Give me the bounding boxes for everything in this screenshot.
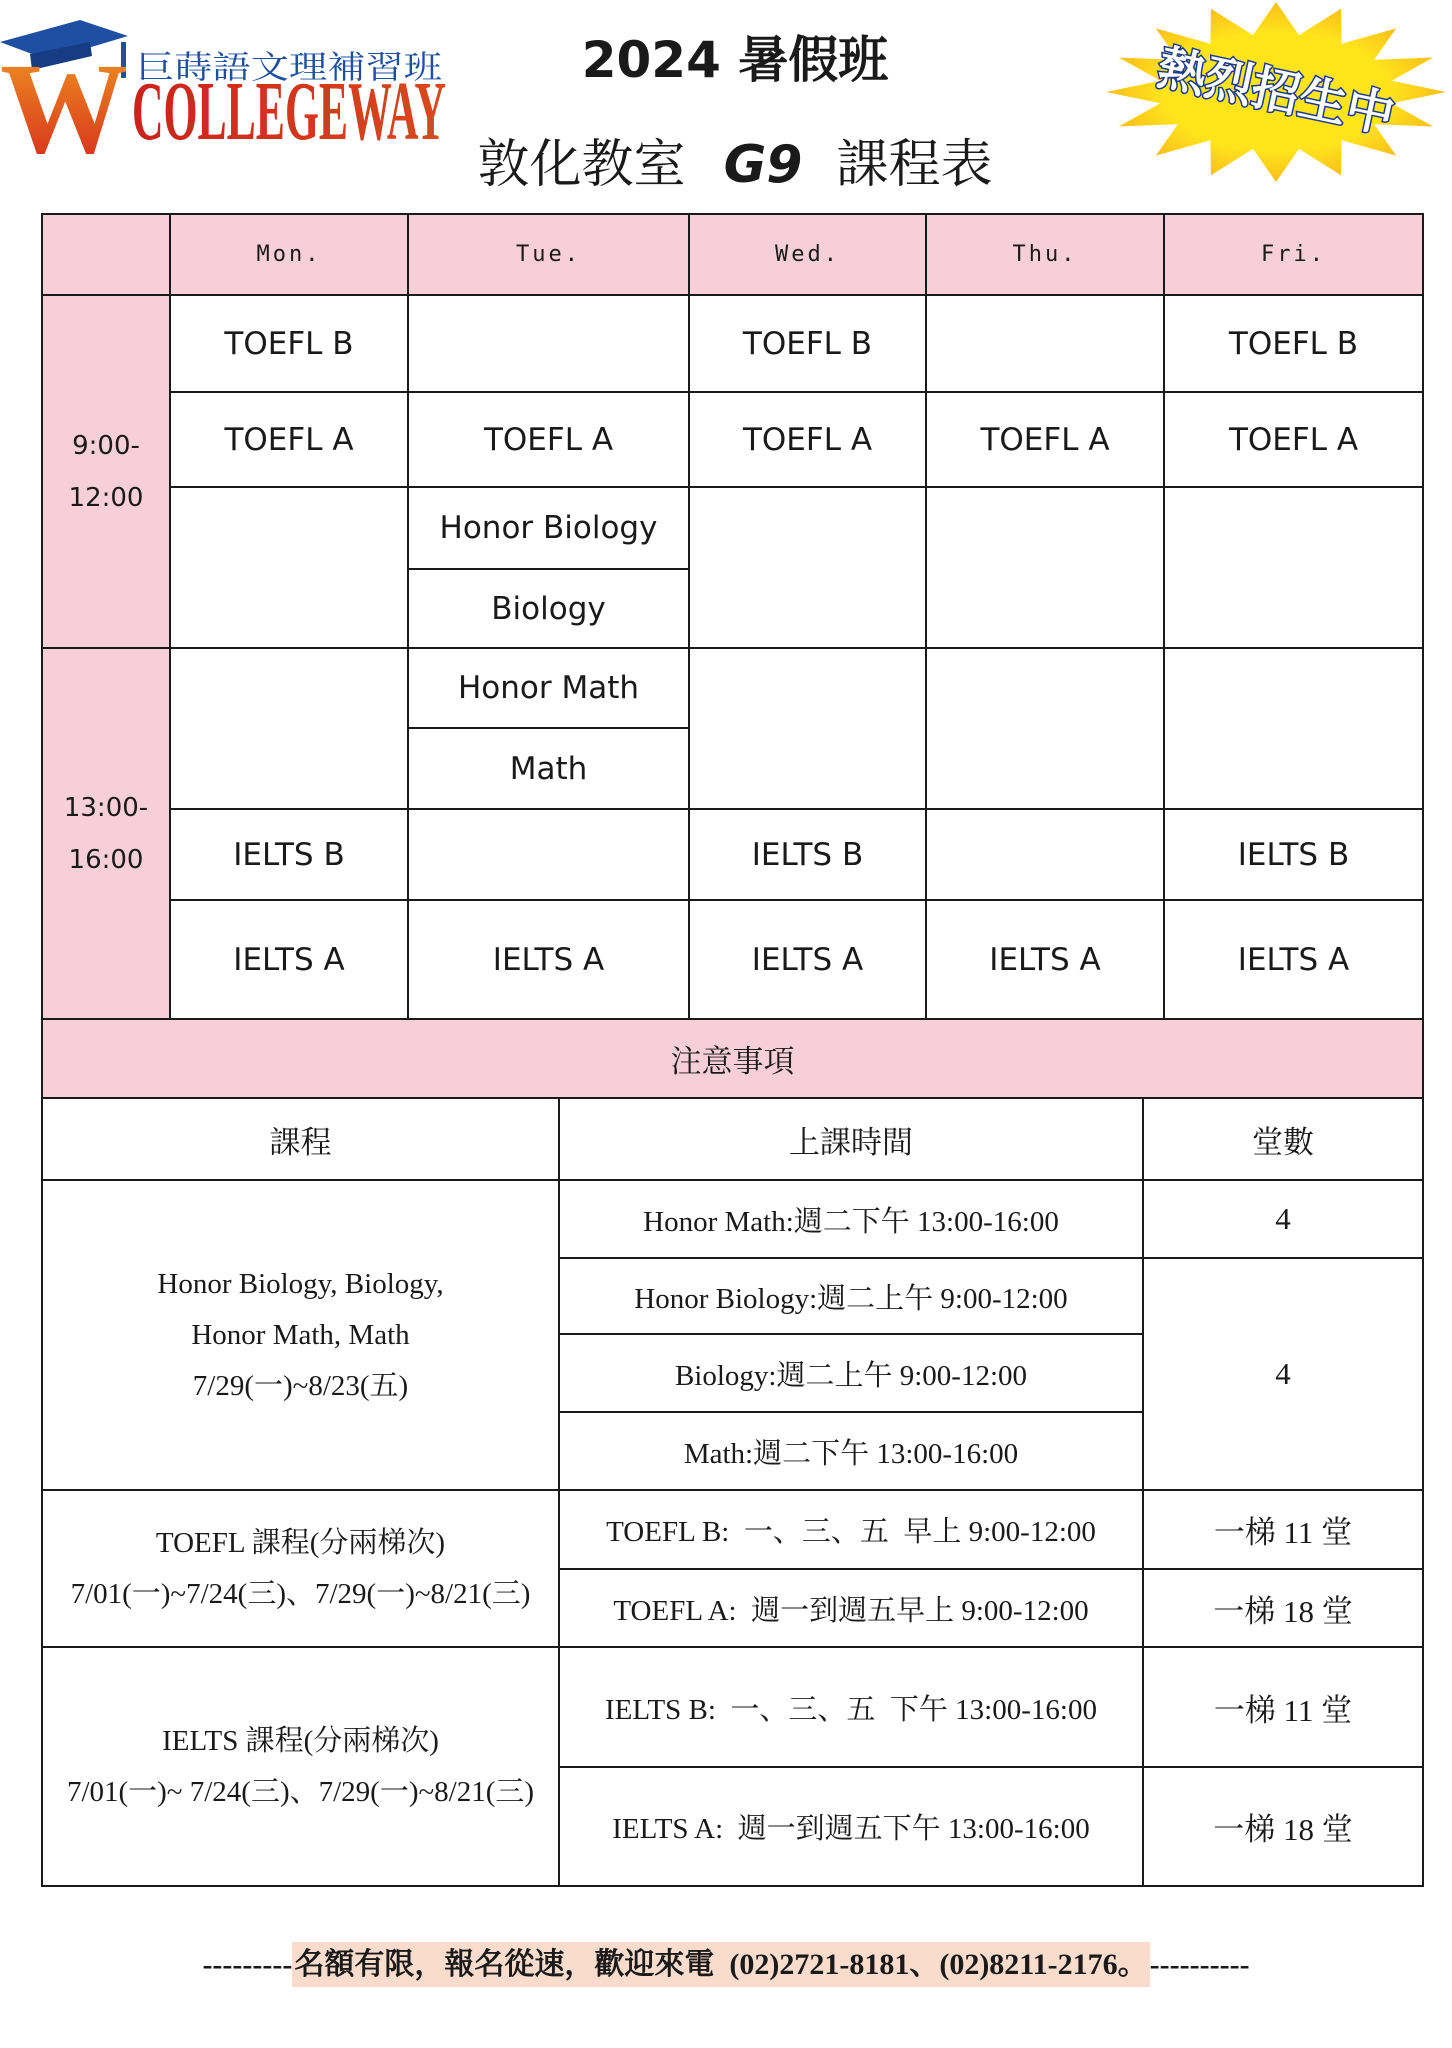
session-count: 一梯 18 堂 (1143, 1569, 1423, 1647)
session-count: 一梯 11 堂 (1143, 1647, 1423, 1767)
class-cell: IELTS A (408, 900, 689, 1019)
schedule-table (41, 213, 1424, 1020)
class-cell: TOEFL A (689, 392, 926, 487)
classroom-name: 敦化教室 (477, 135, 686, 195)
time-end: 16:00 (68, 844, 144, 875)
course-description (42, 1180, 559, 1490)
empty-cell (926, 648, 1164, 809)
class-cell: Honor Math (408, 648, 689, 728)
class-cell: TOEFL A (926, 392, 1164, 487)
schedule-row (42, 295, 1423, 392)
notes-row (42, 1647, 1423, 1767)
notes-header-sessions: 堂數 (1143, 1098, 1423, 1180)
course-dates: 7/01(一)~ 7/24(三)、7/29(一)~8/21(三) (66, 1775, 535, 1808)
collegeway-logo (0, 12, 450, 172)
course-dates: 7/01(一)~7/24(三)、7/29(一)~8/21(三) (70, 1577, 531, 1610)
page-title: 2024 暑假班 (581, 31, 889, 89)
empty-cell (408, 295, 689, 392)
class-cell: IELTS B (689, 809, 926, 900)
empty-cell (170, 648, 408, 809)
class-time: TOEFL A: 週一到週五早上 9:00-12:00 (559, 1569, 1143, 1647)
class-cell: TOEFL A (170, 392, 408, 487)
empty-cell (926, 809, 1164, 900)
empty-cell (926, 295, 1164, 392)
notes-table (41, 1018, 1424, 1887)
session-count: 4 (1143, 1180, 1423, 1258)
empty-cell (1164, 487, 1423, 648)
class-cell: IELTS A (926, 900, 1164, 1019)
empty-cell (689, 487, 926, 648)
course-line: Honor Biology, Biology, (157, 1267, 444, 1300)
time-start: 9:00- (72, 430, 140, 461)
day-header-wed: Wed. (689, 214, 926, 295)
notes-title: 注意事項 (42, 1019, 1423, 1098)
school-chinese-name: 巨蒔語文理補習班 (136, 48, 442, 86)
schedule-row (42, 392, 1423, 487)
class-cell: TOEFL B (1164, 295, 1423, 392)
empty-cell (170, 487, 408, 648)
class-time: Honor Math:週二下午 13:00-16:00 (559, 1180, 1143, 1258)
class-time: Honor Biology:週二上午 9:00-12:00 (559, 1258, 1143, 1334)
brand-name: COLLEGEWAY (132, 65, 446, 158)
time-end: 12:00 (68, 482, 144, 513)
day-header-fri: Fri. (1164, 214, 1423, 295)
empty-cell (926, 487, 1164, 648)
class-cell: IELTS A (170, 900, 408, 1019)
notes-row (42, 1490, 1423, 1569)
class-time: IELTS A: 週一到週五下午 13:00-16:00 (559, 1767, 1143, 1886)
class-time: Math:週二下午 13:00-16:00 (559, 1412, 1143, 1490)
class-time: TOEFL B: 一、三、五 早上 9:00-12:00 (559, 1490, 1143, 1569)
contact-message: 名額有限，報名從速，歡迎來電 (02)2721-8181、(02)8211-2176。 (292, 1942, 1149, 1987)
notes-header-course: 課程 (42, 1098, 559, 1180)
class-cell: Biology (408, 569, 689, 648)
class-cell: TOEFL B (689, 295, 926, 392)
badge-text: 熱烈招生中 (1152, 39, 1400, 145)
class-cell: IELTS A (689, 900, 926, 1019)
enrollment-starburst-badge (1100, 0, 1452, 186)
course-dates: 7/29(一)~8/23(五) (192, 1369, 409, 1402)
course-description (42, 1647, 559, 1886)
notes-row (42, 1180, 1423, 1258)
class-cell: TOEFL B (170, 295, 408, 392)
notes-header-row (42, 1098, 1423, 1180)
schedule-row (42, 487, 1423, 569)
day-header-thu: Thu. (926, 214, 1164, 295)
schedule-row (42, 900, 1423, 1019)
empty-cell (1164, 648, 1423, 809)
class-cell: TOEFL A (408, 392, 689, 487)
class-cell: Math (408, 728, 689, 809)
empty-cell (689, 648, 926, 809)
class-cell: IELTS B (1164, 809, 1423, 900)
session-count: 4 (1143, 1258, 1423, 1490)
logo-w-letter: W (0, 37, 128, 172)
morning-time-cell (42, 295, 170, 648)
footer-dashes-left: --------- (202, 1948, 293, 1981)
footer-dashes-right: ---------- (1149, 1948, 1250, 1981)
grade-label: G9 (723, 135, 803, 195)
empty-cell (408, 809, 689, 900)
session-count: 一梯 18 堂 (1143, 1767, 1423, 1886)
day-header-tue: Tue. (408, 214, 689, 295)
schedule-row (42, 648, 1423, 728)
course-line: IELTS 課程(分兩梯次) (162, 1724, 439, 1757)
schedule-row (42, 809, 1423, 900)
session-count: 一梯 11 堂 (1143, 1490, 1423, 1569)
contact-footer (0, 1940, 1452, 1990)
page-subtitle (430, 134, 1040, 196)
class-time: IELTS B: 一、三、五 下午 13:00-16:00 (559, 1647, 1143, 1767)
schedule-header-row (42, 214, 1423, 295)
course-description (42, 1490, 559, 1647)
course-line: Honor Math, Math (191, 1318, 410, 1351)
class-cell: Honor Biology (408, 487, 689, 569)
notes-header-time: 上課時間 (559, 1098, 1143, 1180)
class-cell: TOEFL A (1164, 392, 1423, 487)
corner-cell (42, 214, 170, 295)
course-line: TOEFL 課程(分兩梯次) (155, 1526, 446, 1559)
class-cell: IELTS B (170, 809, 408, 900)
time-start: 13:00- (63, 792, 149, 823)
class-time: Biology:週二上午 9:00-12:00 (559, 1334, 1143, 1412)
afternoon-time-cell (42, 648, 170, 1019)
day-header-mon: Mon. (170, 214, 408, 295)
subtitle-suffix: 課程表 (836, 135, 993, 195)
class-cell: IELTS A (1164, 900, 1423, 1019)
